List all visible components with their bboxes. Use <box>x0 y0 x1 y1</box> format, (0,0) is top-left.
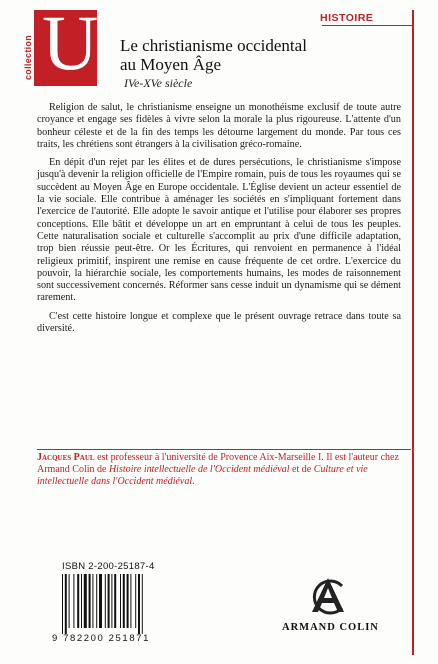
series-label: HISTOIRE <box>320 12 374 24</box>
author-name: Jacques Paul <box>37 452 95 463</box>
vertical-rule <box>412 10 414 655</box>
title-line-2: au Moyen Âge <box>120 55 222 74</box>
isbn: ISBN 2-200-25187-4 <box>62 561 155 572</box>
author-text-before: est professeur à l'université de Provence Aix-Marseille I. Il est l'auteur chez Armand Colin de <box>37 452 399 476</box>
author-work-2: Culture et vie intellectuelle dans l'Occident médiéval <box>37 464 368 488</box>
author-bio <box>37 452 409 489</box>
blurb-paragraph-1: Religion de salut, le christianisme enseigne un monothéisme exclusif de toute autre croyance et engage ses fidèles à vivre selon la morale la plus rigoureuse. L'attente d'un bonheur céleste et de la fin des temps les détourne largement du monde. Par tous ces traits, les chrétiens sont étrangers à la civilisation gréco-romaine. <box>37 102 401 150</box>
book-title <box>120 36 307 74</box>
publisher-name: ARMAND COLIN <box>282 622 379 633</box>
blurb-paragraph-3: C'est cette histoire longue et complexe que le présent ouvrage retrace dans toute sa diversité. <box>37 310 401 335</box>
author-text-mid: et de <box>289 464 314 476</box>
barcode <box>60 574 168 634</box>
series-rule <box>322 25 412 26</box>
collection-label <box>21 22 35 82</box>
armand-colin-logo <box>300 574 356 616</box>
author-work-1: Histoire intellectuelle de l'Occident médiéval <box>108 464 290 476</box>
book-subtitle: IVe-XVe siècle <box>124 76 193 90</box>
blurb <box>37 102 401 341</box>
collection-label-text: collection <box>23 34 33 80</box>
author-rule <box>37 449 411 450</box>
author-text-end: . <box>192 476 195 488</box>
collection-letter: U <box>42 0 99 86</box>
title-line-1: Le christianisme occidental <box>120 36 307 55</box>
blurb-paragraph-2: En dépit d'un rejet par les élites et de dures persécutions, le christianisme s'impose jusqu'à devenir la religion officielle de l'Empire romain, puis de tous les royaumes qui se succèdent au Moyen Âge en Europe occidentale. L'Église devient un acteur essentiel de la vie sociale. Elle contribue à aménager les sociétés en s'impliquant fortement dans l'exercice de l'autorité. Elle adopte le savoir antique et l'utilise pour élaborer ses propres conceptions. Elle bâtit et développe un art en empruntant à celui de tous les peuples. Cette naturalisation sociale et culturelle s'accomplit au prix d'une difficile adaptation, trop bien réussie peut-être. Or les Écritures, qui renvoient en permanence à l'idéal religieux primitif, inspirent une remise en cause fréquente de cet ordre. L'exercice du pouvoir, la hiérarchie sociale, les comportements humains, les modes de raisonnement sont successivement concernés. Réformer sans cesse induit un dynamisme qui se dément rarement. <box>37 157 401 304</box>
barcode-digits: 9 782200 251871 <box>52 633 150 644</box>
